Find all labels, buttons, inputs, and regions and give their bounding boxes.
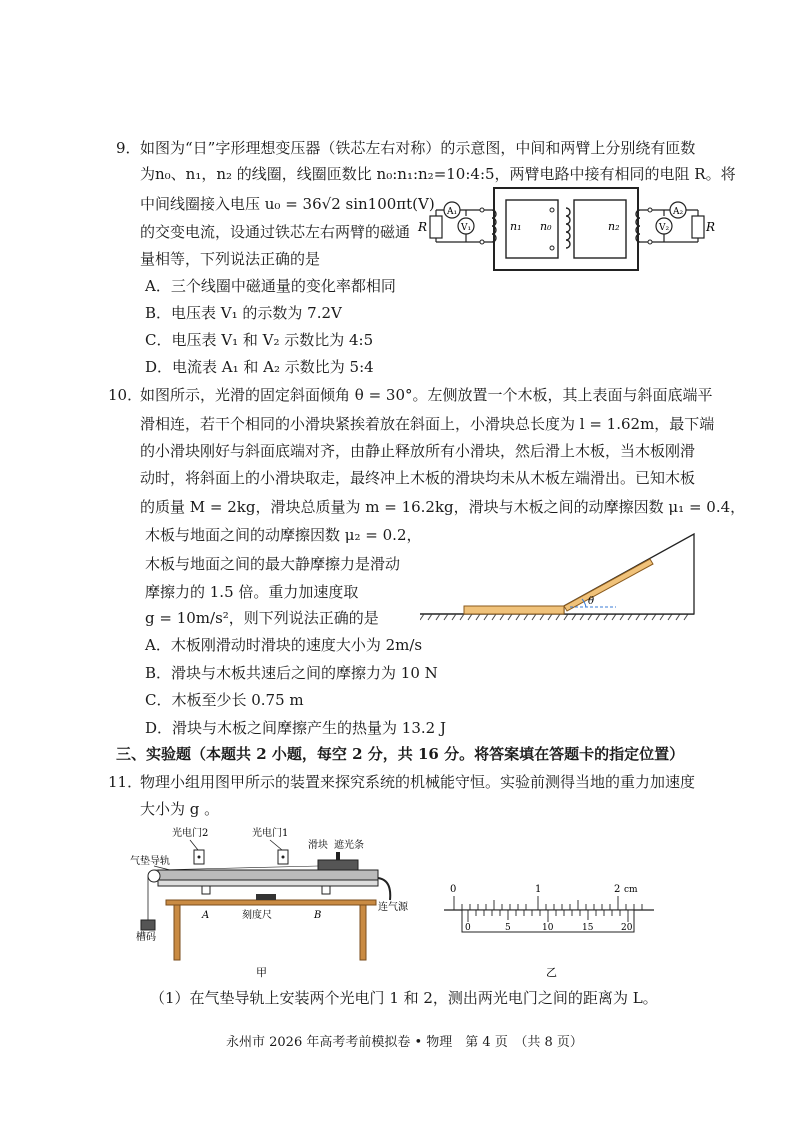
label-r-left: R [418, 220, 428, 234]
q10-stem-line-9: g = 10m/s²，则下列说法正确的是 [145, 609, 379, 627]
q11-sub-1: （1）在气垫导轨上安装两个光电门 1 和 2，测出两光电门之间的距离为 L。 [150, 989, 658, 1007]
vernier-tick-0: 0 [465, 923, 471, 933]
q10-stem-line-5: 的质量 M = 2kg，滑块总质量为 m = 16.2kg，滑块与木板之间的动摩擦因数 μ₁ = 0.4， [140, 498, 746, 516]
label-a: A [202, 910, 210, 921]
vernier-tick-15: 15 [582, 923, 594, 933]
label-n1: n₁ [510, 220, 522, 233]
vernier-caliper-diagram [440, 880, 660, 980]
label-weight: 槽码 [136, 932, 156, 943]
q10-option-b: B．滑块与木板共速后之间的摩擦力为 10 N [145, 664, 438, 682]
q9-stem-line-5: 量相等，下列说法正确的是 [140, 250, 321, 268]
caption-yi: 乙 [546, 966, 557, 979]
q10-stem-line-8: 摩擦力的 1.5 倍。重力加速度取 [145, 583, 359, 601]
q11-stem-line-1: 物理小组用图甲所示的装置来探究系统的机械能守恒。实验前测得当地的重力加速度 [140, 773, 696, 791]
caption-jia: 甲 [256, 966, 267, 979]
q10-stem-line-1: 如图所示，光滑的固定斜面倾角 θ = 30°。左侧放置一个木板，其上表面与斜面底端平 [140, 386, 713, 404]
label-n0: n₀ [540, 220, 552, 233]
label-ruler: 刻度尺 [242, 910, 272, 921]
main-tick-2: 2 [614, 884, 621, 895]
label-gate1: 光电门1 [252, 828, 289, 839]
label-rail: 气垫导轨 [130, 856, 170, 867]
air-track-diagram [130, 820, 430, 980]
question-number-10: 10． [108, 386, 143, 404]
q9-stem-line-4: 的交变电流，设通过铁芯左右两臂的磁通 [140, 223, 411, 241]
q9-stem-line-2: 为n₀、n₁，n₂ 的线圈，线圈匝数比 n₀:n₁:n₂=10:4:5，两臂电路中接有相同的电阻 R。将 [140, 165, 736, 183]
label-b: B [314, 910, 322, 921]
label-gate2: 光电门2 [172, 828, 209, 839]
label-air: 连气源 [378, 902, 408, 913]
label-n2: n₂ [608, 220, 620, 233]
question-number-9: 9． [116, 139, 141, 157]
question-number-11: 11． [108, 773, 143, 791]
vernier-tick-5: 5 [505, 923, 511, 933]
label-r-right: R [706, 220, 716, 234]
label-v1: V₁ [461, 223, 472, 233]
label-strip: 遮光条 [334, 840, 364, 851]
vernier-tick-20: 20 [621, 923, 633, 933]
label-slider: 滑块 [308, 840, 328, 851]
q9-option-b: B．电压表 V₁ 的示数为 7.2V [145, 304, 342, 322]
q10-option-c: C．木板至少长 0.75 m [145, 691, 304, 709]
q9-option-c: C．电压表 V₁ 和 V₂ 示数比为 4:5 [145, 331, 374, 349]
main-tick-0: 0 [450, 884, 457, 895]
vernier-tick-10: 10 [542, 923, 554, 933]
section-3-title: 三、实验题（本题共 2 小题，每空 2 分，共 16 分。将答案填在答题卡的指定位置） [116, 745, 685, 763]
q9-stem-line-3: 中间线圈接入电压 u₀ = 36√2 sin100πt(V) [140, 195, 435, 213]
main-tick-1: 1 [535, 884, 542, 895]
page-footer: 永州市 2026 年高考考前模拟卷 • 物理 第 4 页 （共 8 页） [226, 1035, 583, 1050]
q11-stem-line-2: 大小为 g 。 [140, 800, 220, 818]
q10-stem-line-6: 木板与地面之间的动摩擦因数 μ₂ = 0.2， [145, 526, 422, 544]
q10-option-d: D．滑块与木板之间摩擦产生的热量为 13.2 J [145, 719, 446, 737]
q9-option-d: D．电流表 A₁ 和 A₂ 示数比为 5:4 [145, 358, 374, 376]
q10-option-a: A．木板刚滑动时滑块的速度大小为 2m/s [145, 636, 423, 654]
q10-stem-line-7: 木板与地面之间的最大静摩擦力是滑动 [145, 555, 401, 573]
label-a2: A₂ [673, 207, 684, 217]
incline-board-diagram [420, 528, 700, 628]
label-theta: θ [588, 596, 595, 607]
unit-cm: cm [624, 885, 638, 895]
q9-option-a: A．三个线圈中磁通量的变化率都相同 [145, 277, 396, 295]
label-v2: V₂ [659, 223, 670, 233]
q9-stem-line-1: 如图为“日”字形理想变压器（铁芯左右对称）的示意图，中间和两臂上分别绕有匝数 [140, 139, 696, 157]
q10-stem-line-4: 动时，将斜面上的小滑块取走，最终冲上木板的滑块均未从木板左端滑出。已知木板 [140, 469, 696, 487]
q10-stem-line-3: 的小滑块刚好与斜面底端对齐，由静止释放所有小滑块，然后滑上木板，当木板刚滑 [140, 442, 696, 460]
label-a1: A₁ [447, 207, 458, 217]
transformer-diagram [416, 186, 716, 276]
q10-stem-line-2: 滑相连，若干个相同的小滑块紧挨着放在斜面上，小滑块总长度为 l = 1.62m，最下端 [140, 415, 715, 433]
